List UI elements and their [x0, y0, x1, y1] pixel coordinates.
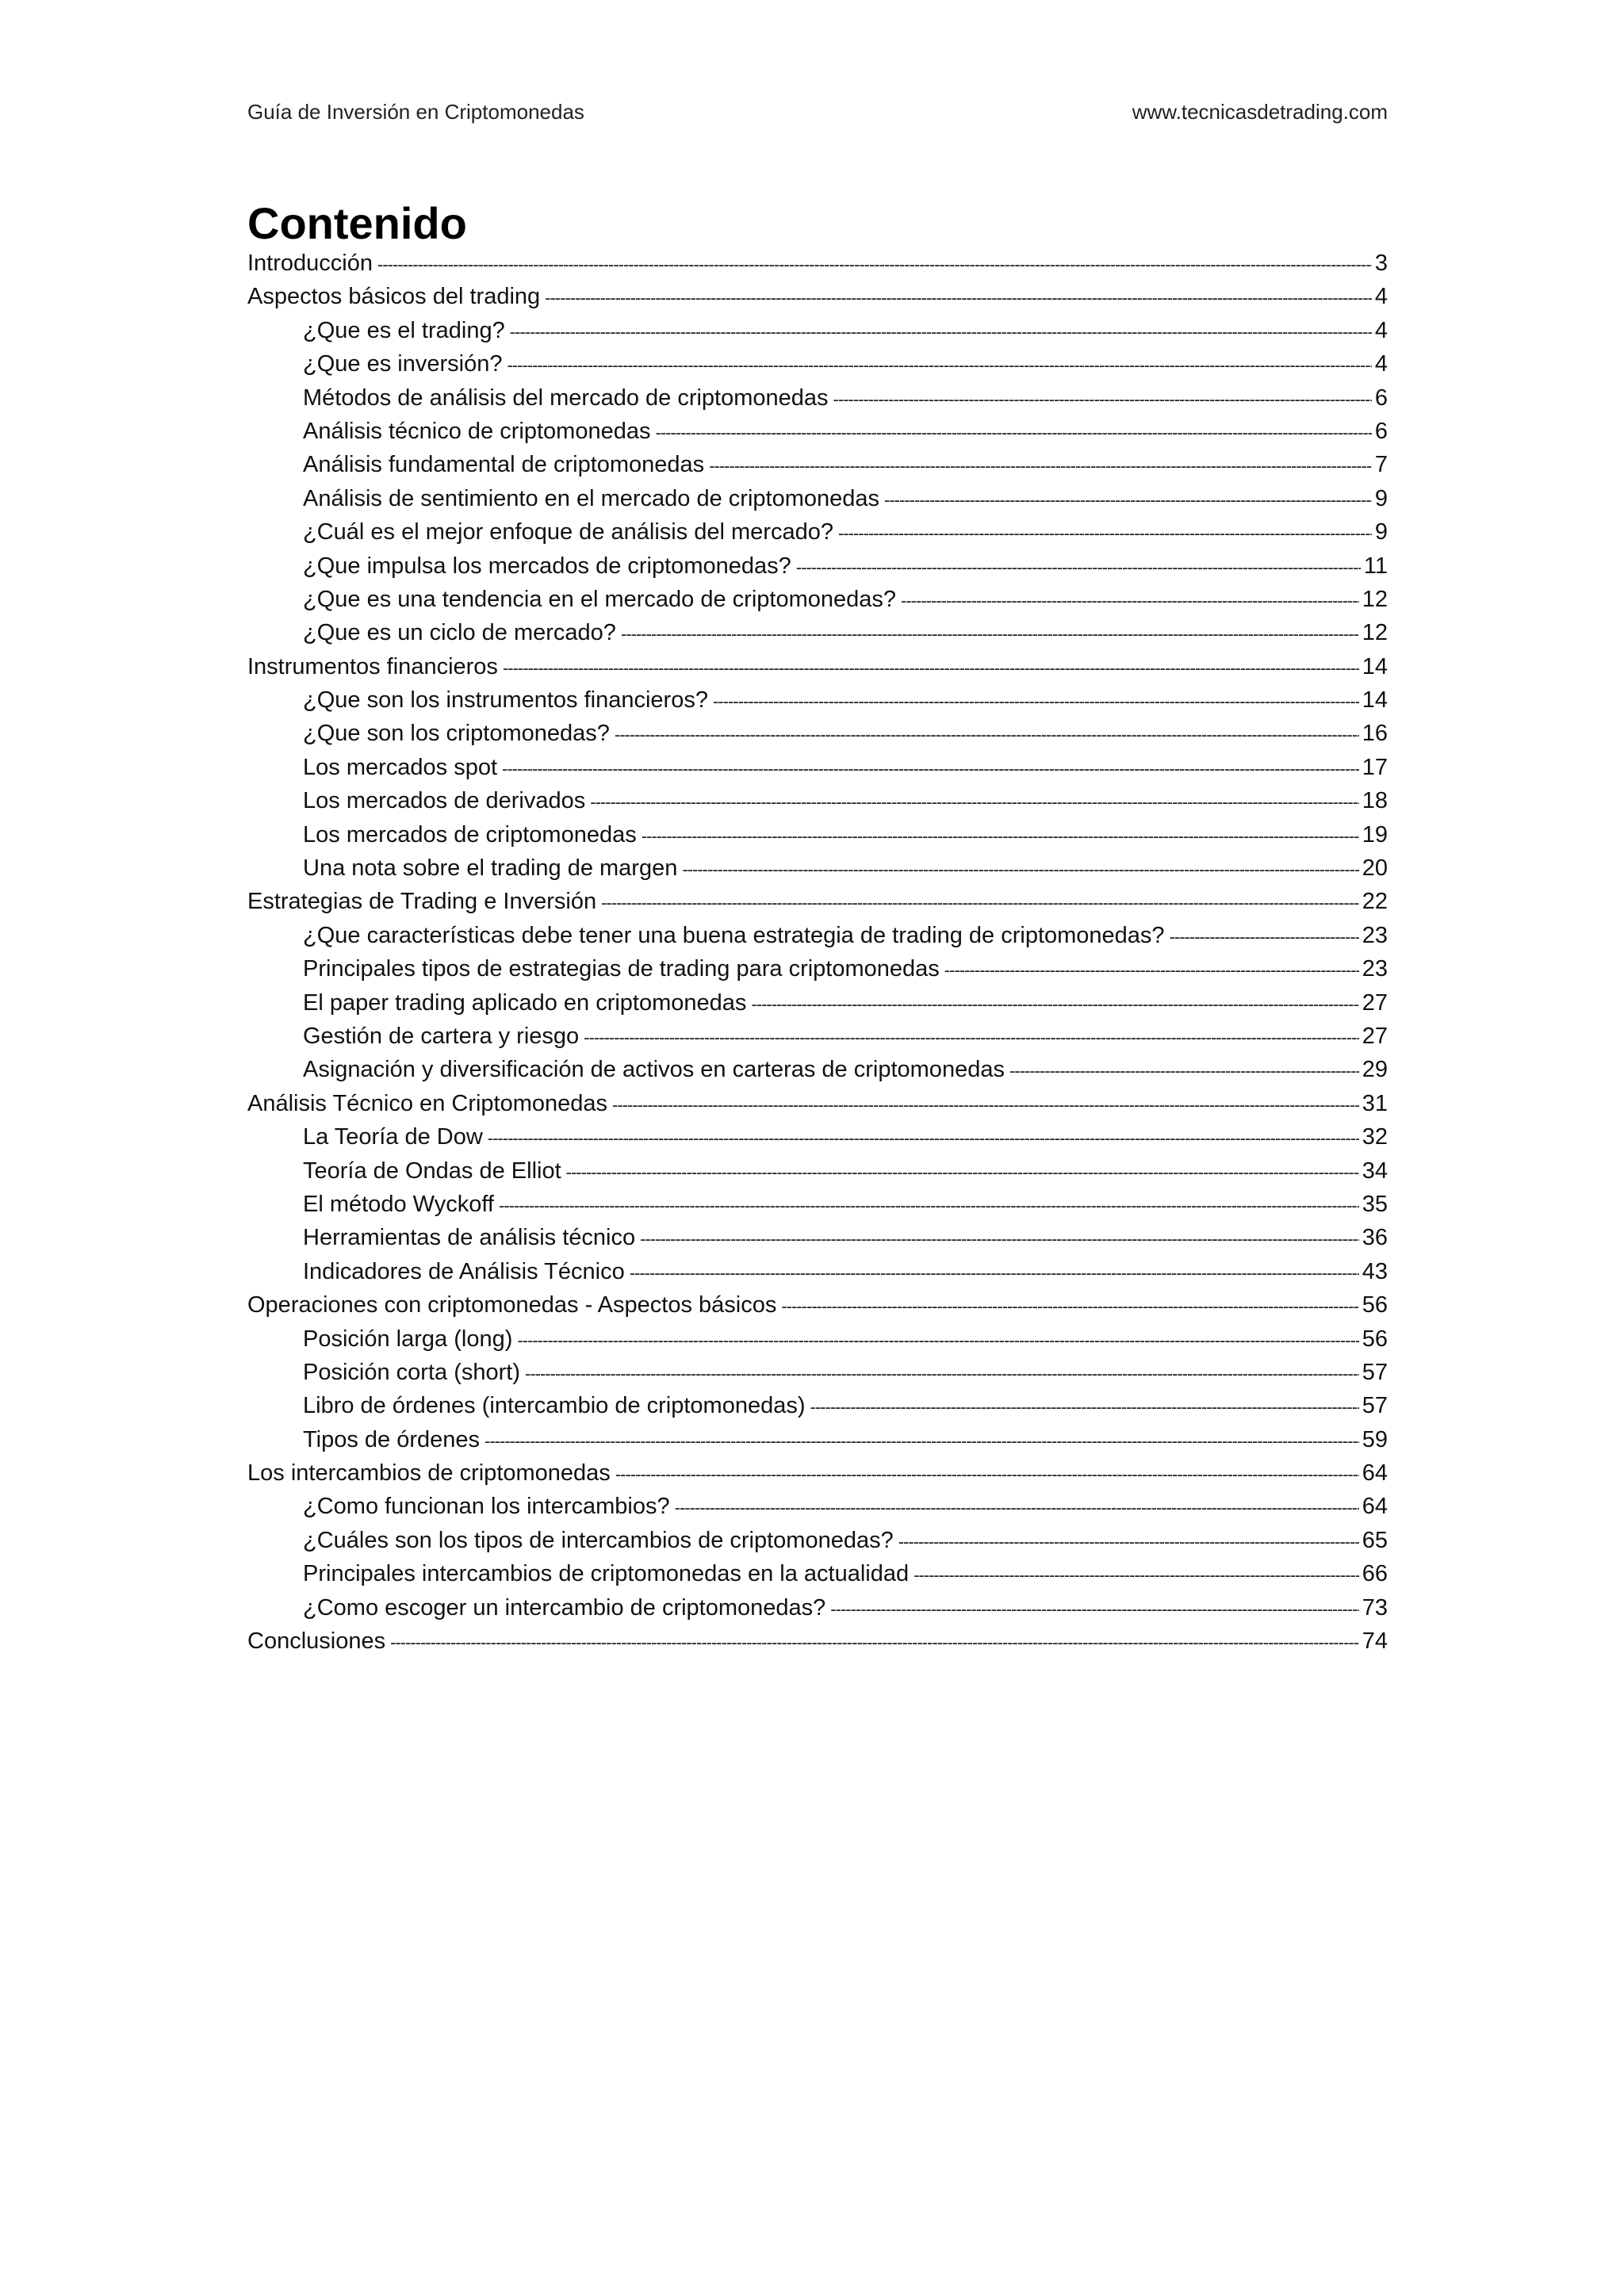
toc-entry-label: ¿Que es el trading? [303, 317, 505, 343]
toc-entry[interactable] [247, 385, 1388, 419]
toc-entry[interactable] [247, 486, 1388, 519]
toc-dot-leader [655, 423, 1371, 443]
toc-entry-page-number: 4 [1374, 351, 1388, 377]
toc-entry[interactable] [247, 1628, 1388, 1662]
toc-dot-leader [615, 725, 1359, 745]
toc-entry-page-number: 57 [1362, 1393, 1388, 1419]
toc-dot-leader [525, 1364, 1359, 1384]
toc-entry[interactable] [247, 1561, 1388, 1594]
toc-entry-label: Los intercambios de criptomonedas [247, 1460, 611, 1487]
toc-dot-leader [642, 826, 1359, 847]
toc-entry-page-number: 6 [1374, 385, 1388, 411]
toc-dot-leader [488, 1128, 1359, 1149]
toc-entry[interactable] [247, 990, 1388, 1024]
toc-dot-leader [545, 288, 1372, 308]
toc-entry[interactable] [247, 251, 1388, 284]
toc-entry-label: Análisis Técnico en Criptomonedas [247, 1090, 608, 1116]
toc-list [247, 251, 1388, 1662]
toc-dot-leader [390, 1632, 1359, 1653]
toc-entry-page-number: 12 [1362, 620, 1388, 646]
toc-entry[interactable] [247, 1057, 1388, 1090]
toc-entry-page-number: 4 [1374, 317, 1388, 343]
toc-dot-leader [884, 490, 1372, 511]
toc-entry-page-number: 23 [1362, 922, 1388, 948]
toc-entry-page-number: 9 [1374, 485, 1388, 511]
toc-entry-page-number: 64 [1362, 1460, 1388, 1487]
toc-entry-page-number: 27 [1362, 1023, 1388, 1049]
toc-entry-label: Estrategias de Trading e Inversión [247, 889, 597, 915]
toc-entry-page-number: 43 [1362, 1258, 1388, 1284]
toc-entry-label: ¿Cuáles son los tipos de intercambios de criptomonedas? [303, 1527, 894, 1553]
toc-dot-leader [810, 1397, 1359, 1418]
toc-entry-label: Análisis fundamental de criptomonedas [303, 452, 705, 478]
toc-dot-leader [499, 1196, 1359, 1216]
toc-entry[interactable] [247, 519, 1388, 553]
toc-entry-label: Los mercados spot [303, 754, 498, 780]
toc-entry[interactable] [247, 1360, 1388, 1393]
toc-entry-page-number: 66 [1362, 1561, 1388, 1587]
toc-entry[interactable] [247, 1528, 1388, 1561]
toc-entry[interactable] [247, 1192, 1388, 1225]
toc-entry-page-number: 29 [1362, 1057, 1388, 1083]
toc-entry-page-number: 22 [1362, 889, 1388, 915]
toc-entry-page-number: 14 [1362, 687, 1388, 714]
toc-entry[interactable] [247, 452, 1388, 485]
toc-dot-leader [510, 322, 1372, 342]
toc-entry-label: Gestión de cartera y riesgo [303, 1023, 580, 1049]
toc-entry-label: Los mercados de criptomonedas [303, 821, 637, 848]
toc-entry-page-number: 11 [1363, 553, 1388, 579]
toc-dot-leader [590, 792, 1358, 813]
toc-entry-page-number: 36 [1362, 1225, 1388, 1251]
toc-dot-leader [838, 523, 1372, 544]
toc-entry-label: Análisis de sentimiento en el mercado de criptomonedas [303, 485, 880, 511]
toc-dot-leader [944, 960, 1359, 981]
toc-dot-leader [377, 254, 1372, 275]
toc-entry-page-number: 74 [1362, 1628, 1388, 1655]
toc-entry[interactable] [247, 1259, 1388, 1292]
toc-dot-leader [621, 624, 1359, 645]
toc-entry-page-number: 73 [1362, 1594, 1388, 1621]
toc-entry-page-number: 32 [1362, 1124, 1388, 1150]
toc-entry-label: ¿Que impulsa los mercados de criptomonedas? [303, 553, 791, 579]
toc-title: Contenido [247, 198, 467, 248]
toc-dot-leader [713, 691, 1359, 712]
toc-entry-page-number: 7 [1374, 452, 1388, 478]
toc-entry-page-number: 17 [1362, 754, 1388, 780]
toc-entry[interactable] [247, 822, 1388, 855]
toc-dot-leader [675, 1498, 1359, 1518]
toc-entry[interactable] [247, 721, 1388, 754]
toc-entry-label: ¿Como escoger un intercambio de criptomonedas? [303, 1594, 826, 1621]
toc-entry[interactable] [247, 788, 1388, 821]
toc-dot-leader [502, 759, 1359, 779]
toc-entry[interactable] [247, 1292, 1388, 1326]
toc-entry-page-number: 34 [1362, 1158, 1388, 1184]
toc-entry-label: Operaciones con criptomonedas - Aspectos básicos [247, 1292, 777, 1318]
toc-entry-page-number: 6 [1374, 418, 1388, 444]
toc-dot-leader [566, 1162, 1359, 1183]
header-document-title: Guía de Inversión en Criptomonedas [247, 100, 584, 124]
toc-dot-leader [682, 859, 1358, 880]
toc-entry-page-number: 16 [1362, 721, 1388, 747]
toc-dot-leader [503, 658, 1359, 679]
toc-entry-label: Análisis técnico de criptomonedas [303, 418, 651, 444]
toc-entry-label: Instrumentos financieros [247, 653, 498, 679]
toc-entry[interactable] [247, 923, 1388, 956]
toc-entry[interactable] [247, 1124, 1388, 1158]
toc-entry-page-number: 64 [1362, 1494, 1388, 1520]
toc-entry-page-number: 3 [1374, 251, 1388, 276]
page-header [247, 100, 1388, 124]
toc-entry[interactable] [247, 1326, 1388, 1360]
toc-dot-leader [709, 456, 1372, 476]
toc-entry-page-number: 23 [1362, 956, 1388, 982]
toc-dot-leader [898, 1532, 1359, 1552]
toc-entry[interactable] [247, 419, 1388, 452]
toc-dot-leader [507, 355, 1371, 376]
toc-dot-leader [833, 389, 1372, 410]
toc-entry-label: Indicadores de Análisis Técnico [303, 1258, 625, 1284]
toc-entry-page-number: 27 [1362, 989, 1388, 1016]
toc-entry-label: Posición larga (long) [303, 1326, 513, 1352]
toc-entry-label: Posición corta (short) [303, 1359, 520, 1385]
toc-dot-leader [796, 557, 1361, 578]
toc-entry-page-number: 4 [1374, 284, 1388, 310]
toc-entry[interactable] [247, 318, 1388, 351]
toc-entry[interactable] [247, 755, 1388, 788]
toc-entry-page-number: 56 [1362, 1292, 1388, 1318]
toc-entry-page-number: 18 [1362, 788, 1388, 814]
toc-entry[interactable] [247, 855, 1388, 889]
header-website: www.tecnicasdetrading.com [1132, 100, 1388, 124]
toc-entry-page-number: 35 [1362, 1191, 1388, 1217]
toc-entry[interactable] [247, 889, 1388, 922]
toc-dot-leader [630, 1263, 1359, 1284]
toc-entry[interactable] [247, 1225, 1388, 1258]
toc-dot-leader [517, 1330, 1358, 1351]
toc-dot-leader [901, 591, 1359, 611]
toc-entry[interactable] [247, 1494, 1388, 1527]
toc-entry[interactable] [247, 1460, 1388, 1494]
toc-entry-label: Introducción [247, 251, 373, 276]
toc-entry-page-number: 9 [1374, 519, 1388, 545]
toc-entry-label: Teoría de Ondas de Elliot [303, 1158, 561, 1184]
toc-entry-page-number: 65 [1362, 1527, 1388, 1553]
toc-entry[interactable] [247, 620, 1388, 653]
toc-entry-label: Tipos de órdenes [303, 1426, 481, 1452]
toc-entry-page-number: 56 [1362, 1326, 1388, 1352]
toc-entry[interactable] [247, 1091, 1388, 1124]
table-of-contents [247, 197, 1388, 1662]
toc-entry-label: Asignación y diversificación de activos en carteras de criptomonedas [303, 1057, 1005, 1083]
toc-entry[interactable] [247, 587, 1388, 620]
toc-entry[interactable] [247, 956, 1388, 989]
toc-entry-label: ¿Que es una tendencia en el mercado de criptomonedas? [303, 586, 897, 612]
toc-entry[interactable] [247, 1158, 1388, 1192]
toc-entry-page-number: 20 [1362, 855, 1388, 882]
toc-entry-page-number: 14 [1362, 653, 1388, 679]
toc-entry-page-number: 57 [1362, 1359, 1388, 1385]
toc-entry-page-number: 19 [1362, 821, 1388, 848]
toc-dot-leader [584, 1027, 1359, 1048]
toc-entry-page-number: 12 [1362, 586, 1388, 612]
toc-dot-leader [615, 1464, 1359, 1485]
toc-entry-label: ¿Que son los instrumentos financieros? [303, 687, 708, 714]
toc-entry-label: ¿Cuál es el mejor enfoque de análisis del mercado? [303, 519, 833, 545]
toc-dot-leader [601, 893, 1359, 913]
toc-entry-label: Métodos de análisis del mercado de criptomonedas [303, 385, 829, 411]
toc-dot-leader [612, 1095, 1359, 1115]
toc-entry-label: Aspectos básicos del trading [247, 284, 541, 310]
toc-entry-label: ¿Que es un ciclo de mercado? [303, 620, 616, 646]
toc-dot-leader [640, 1229, 1359, 1249]
toc-entry[interactable] [247, 1595, 1388, 1628]
toc-dot-leader [830, 1599, 1358, 1620]
toc-entry-label: Una nota sobre el trading de margen [303, 855, 678, 882]
toc-entry-label: Principales intercambios de criptomonedas en la actualidad [303, 1561, 910, 1587]
toc-entry[interactable] [247, 687, 1388, 721]
toc-dot-leader [1170, 927, 1359, 947]
toc-entry[interactable] [247, 553, 1388, 587]
toc-dot-leader [751, 994, 1358, 1015]
toc-dot-leader [485, 1431, 1359, 1452]
toc-entry-label: El método Wyckoff [303, 1191, 494, 1217]
toc-entry-label: ¿Que es inversión? [303, 351, 503, 377]
toc-entry[interactable] [247, 351, 1388, 385]
toc-entry-label: ¿Como funcionan los intercambios? [303, 1494, 670, 1520]
toc-dot-leader [781, 1296, 1358, 1317]
toc-entry-label: ¿Que características debe tener una buena estrategia de trading de criptomonedas? [303, 922, 1165, 948]
toc-entry-page-number: 31 [1362, 1090, 1388, 1116]
toc-entry[interactable] [247, 1427, 1388, 1460]
toc-entry[interactable] [247, 1024, 1388, 1057]
toc-entry-label: El paper trading aplicado en criptomonedas [303, 989, 747, 1016]
toc-dot-leader [1009, 1061, 1359, 1081]
toc-entry[interactable] [247, 284, 1388, 317]
toc-entry[interactable] [247, 654, 1388, 687]
toc-entry-page-number: 59 [1362, 1426, 1388, 1452]
toc-dot-leader [914, 1565, 1359, 1586]
toc-entry-label: La Teoría de Dow [303, 1124, 483, 1150]
toc-entry-label: Principales tipos de estrategias de trading para criptomonedas [303, 956, 940, 982]
toc-entry[interactable] [247, 1393, 1388, 1426]
toc-entry-label: Los mercados de derivados [303, 788, 586, 814]
toc-entry-label: Conclusiones [247, 1628, 386, 1655]
toc-entry-label: Herramientas de análisis técnico [303, 1225, 636, 1251]
toc-entry-label: ¿Que son los criptomonedas? [303, 721, 610, 747]
toc-entry-label: Libro de órdenes (intercambio de criptomonedas) [303, 1393, 806, 1419]
